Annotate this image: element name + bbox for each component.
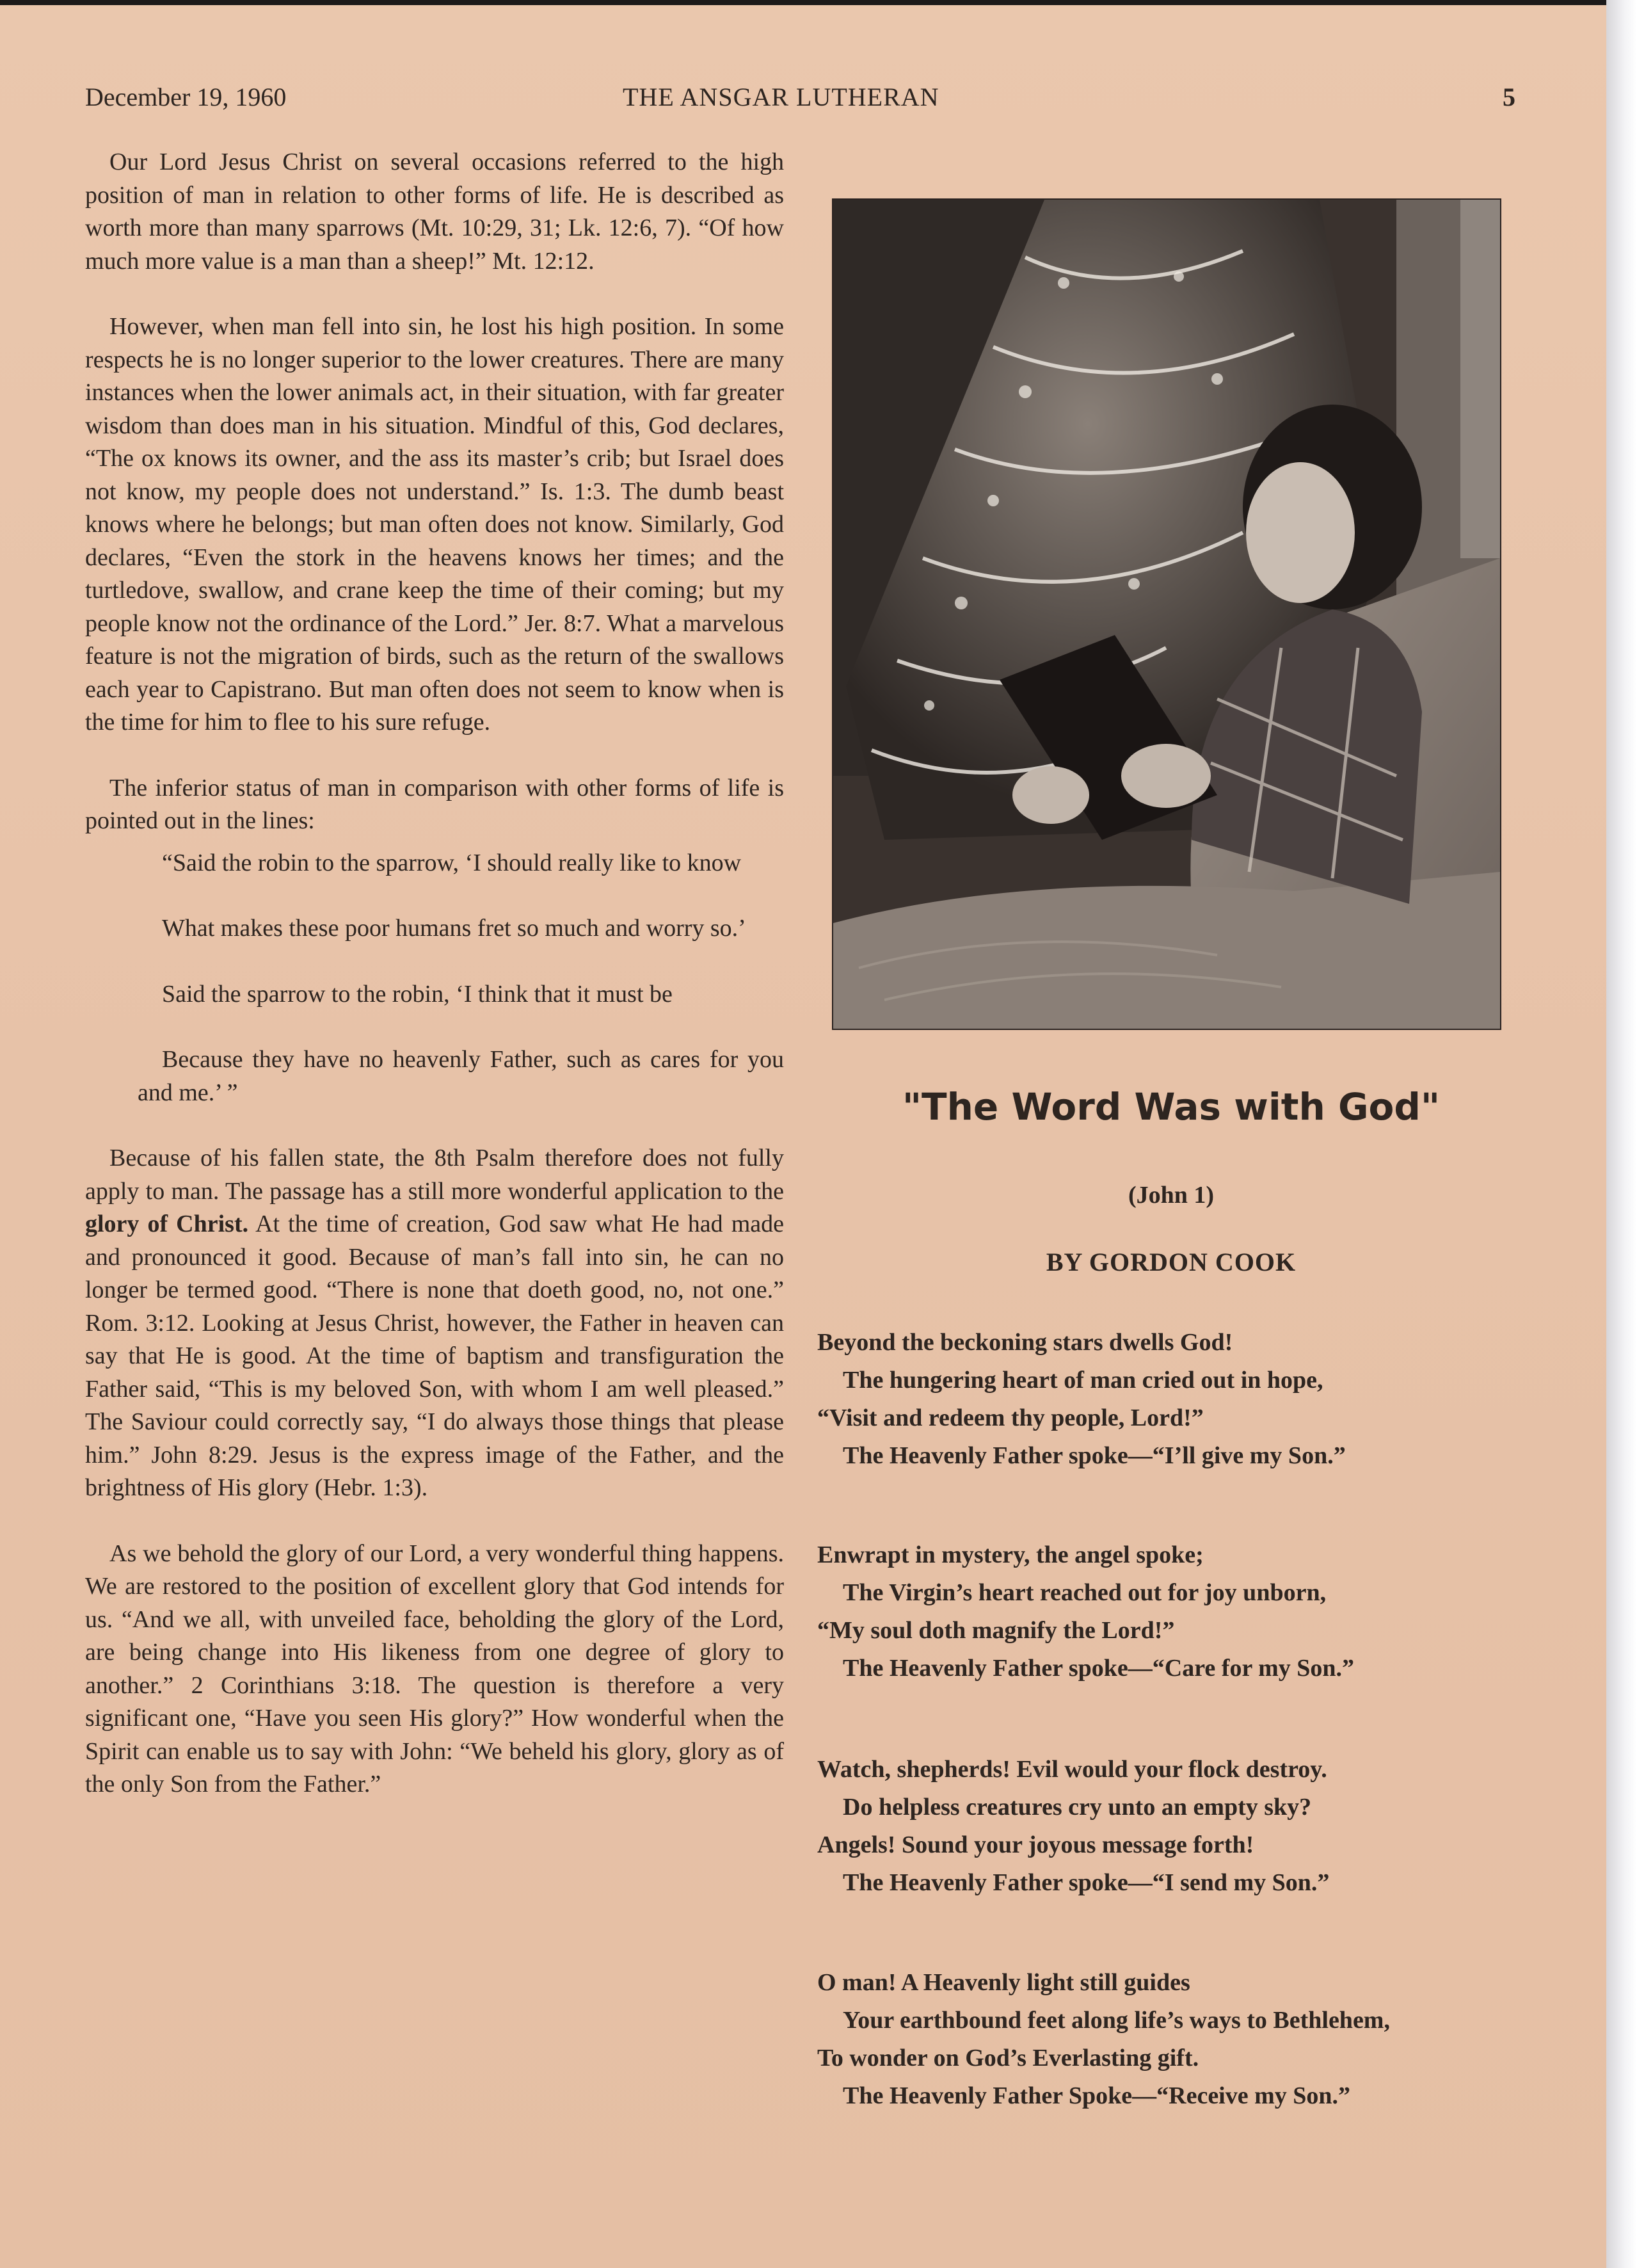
glory-of-christ-emphasis: glory of Christ. — [85, 1210, 249, 1237]
poem-line: The Virgin’s heart reached out for joy unborn, — [843, 1579, 1327, 1606]
poem-line: Beyond the beckoning stars dwells God! — [817, 1329, 1233, 1356]
article-paragraph: However, when man fell into sin, he lost his high position. In some respects he is no longer superior to the lower creatures. There are many instances when the lower animals act, in their situation, with far greater wisdom than does man in his situation. Mindful of this, God declares, “The ox knows its owner, and the ass its master’s crib; but Israel does not know, my people does not understand.” Is. 1:3. The dumb beast knows where he belongs; but man often does not know. Similarly, God declares, “Even the stork in the heavens knows her times; and the turtledove, swallow, and crane keep the time of their coming; but my people know not the ordinance of the Lord.” Jer. 8:7. What a marvelous feature is not the migration of birds, such as the return of the swallows each year to Capistrano. But man often does not seem to know when is the time for him to flee to his sure refuge. — [85, 313, 784, 736]
poem-stanza-1 — [817, 1324, 1534, 1475]
glory-text-b: At the time of creation, God saw what He had made and pronounced it good. Because of man’s fall into sin, he can no longer be termed good. “There is none that doeth good, no, not one.” Rom. 3:12. Looking at Jesus Christ, however, the Father in heaven can say that He is good. At the time of baptism and transfiguration the Father said, “This is my beloved Son, with whom I am well pleased.” The Saviour could correctly say, “I do always those things that please him.” John 8:29. Jesus is the express image of the Father, and the brightness of His glory (Hebr. 1:3). — [85, 1210, 784, 1501]
poem-line: Enwrapt in mystery, the angel spoke; — [817, 1541, 1204, 1568]
poem-stanza-3 — [817, 1751, 1534, 1902]
page-header — [85, 82, 1515, 120]
publication-title: THE ANSGAR LUTHERAN — [623, 83, 939, 111]
glory-text-a: Because of his fallen state, the 8th Psalm therefore does not fully apply to man. The passage has a still more wonderful application to the — [85, 1145, 784, 1205]
article-paragraph: As we behold the glory of our Lord, a very wonderful thing happens. We are restored to the position of excellent glory that God intends for us. “And we all, with unveiled face, beholding the glory of the Lord, are being change into His likeness from one degree of glory to another.” 2 Corinthians 3:18. The question is therefore a very significant one, “Have you seen His glory?” How wonderful when the Spirit can enable us to say with John: “We beheld his glory, glory as of the only Son from the Father.” — [85, 1540, 784, 1798]
robin-sparrow-quote — [85, 847, 784, 1110]
quote-line: Said the sparrow to the robin, ‘I think that it must be — [162, 980, 673, 1008]
article-column — [85, 146, 784, 1834]
poem-line: The hungering heart of man cried out in hope, — [843, 1367, 1323, 1394]
poem-line: “My soul doth magnify the Lord!” — [817, 1617, 1175, 1644]
poem-title: "The Word Was with God" — [902, 1085, 1441, 1129]
article-paragraph: Our Lord Jesus Christ on several occasions referred to the high position of man in relation to other forms of life. He is described as worth more than many sparrows (Mt. 10:29, 31; Lk. 12:6, 7). “Of how much more value is a man than a sheep!” Mt. 12:12. — [85, 149, 784, 275]
quote-line: “Said the robin to the sparrow, ‘I should really like to know — [162, 849, 742, 876]
poem-line: The Heavenly Father Spoke—“Receive my Son.” — [843, 2082, 1351, 2109]
poem-line: “Visit and redeem thy people, Lord!” — [817, 1404, 1204, 1431]
quote-line: Because they have no heavenly Father, such as cares for you and me.’ ” — [138, 1046, 784, 1106]
poem-stanza-2 — [817, 1536, 1534, 1687]
poem-line: The Heavenly Father spoke—“I send my Son.” — [843, 1869, 1330, 1896]
poem-line: O man! A Heavenly light still guides — [817, 1969, 1190, 1996]
poem-author: BY GORDON COOK — [1046, 1248, 1297, 1276]
article-paragraph: The inferior status of man in comparison with other forms of life is pointed out in the lines: — [85, 774, 784, 834]
poem-stanza-4 — [817, 1964, 1534, 2115]
poem-line: The Heavenly Father spoke—“I’ll give my Son.” — [843, 1442, 1346, 1469]
poem-line: Your earthbound feet along life’s ways to Bethlehem, — [843, 2007, 1390, 2034]
quote-line: What makes these poor humans fret so much and worry so.’ — [162, 915, 746, 942]
poem-reference: (John 1) — [1128, 1182, 1215, 1209]
scan-top-edge — [0, 0, 1606, 5]
poem-line: To wonder on God’s Everlasting gift. — [817, 2045, 1199, 2071]
issue-date: December 19, 1960 — [85, 83, 287, 111]
poem-line: The Heavenly Father spoke—“Care for my Son.” — [843, 1655, 1355, 1682]
scan-right-margin — [1606, 0, 1637, 2268]
poem-line: Angels! Sound your joyous message forth! — [817, 1831, 1254, 1858]
photo-illustration — [833, 200, 1500, 1029]
poem-line: Watch, shepherds! Evil would your flock destroy. — [817, 1756, 1327, 1783]
page-number: 5 — [1503, 83, 1515, 111]
poem-line: Do helpless creatures cry unto an empty sky? — [843, 1794, 1312, 1821]
christmas-reading-photo — [832, 198, 1501, 1030]
article-paragraph-glory — [85, 1142, 784, 1505]
